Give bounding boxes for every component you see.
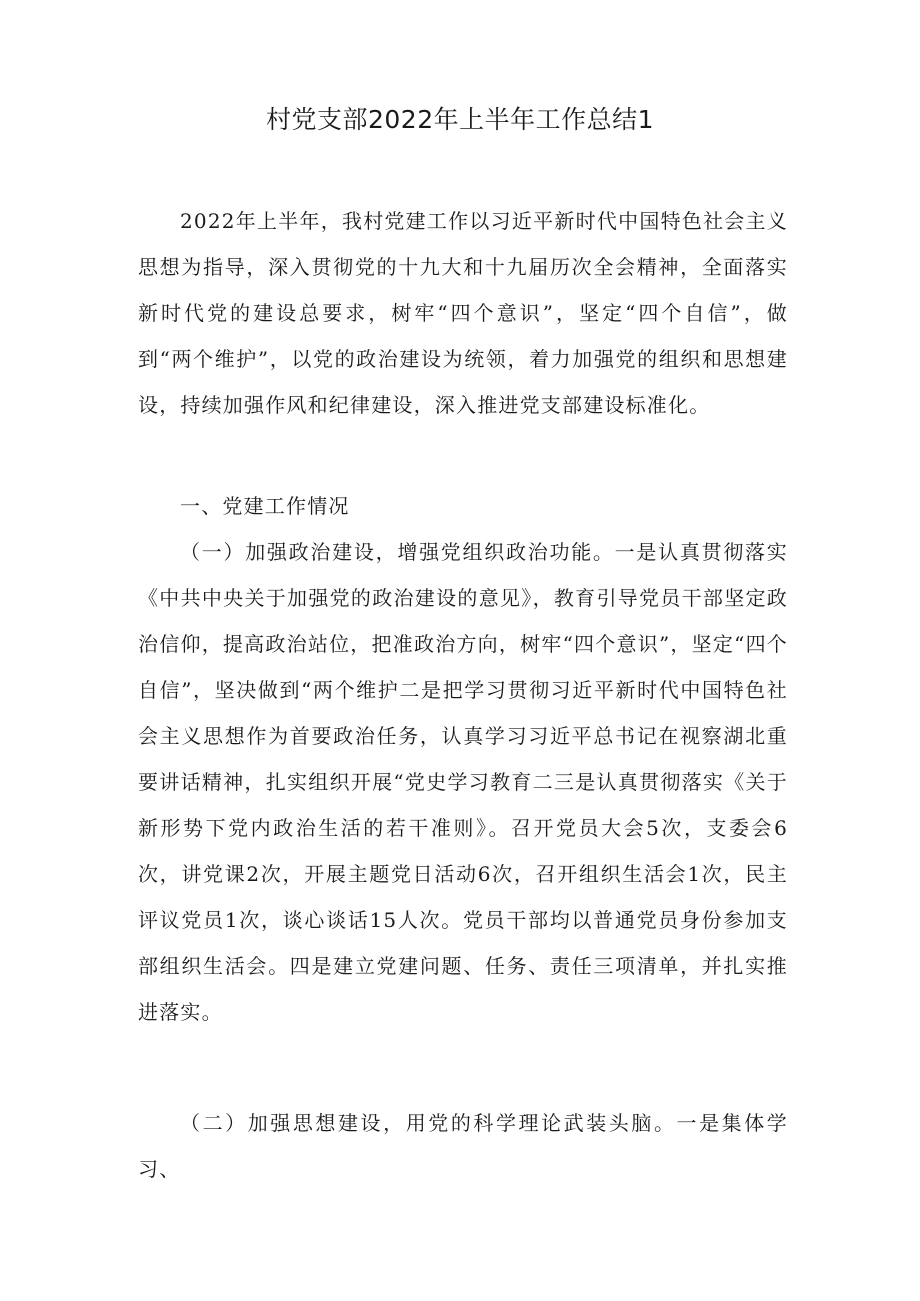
intro-paragraph: 2022年上半年，我村党建工作以习近平新时代中国特色社会主义思想为指导，深入贯彻党的十九大和十九届历次全会精神，全面落实新时代党的建设总要求，树牢“四个意识”，坚定“四个自信”，做到“两个维护”，以党的政治建设为统领，着力加强党的组织和思想建设，持续加强作风和纪律建设，深入推进党支部建设标准化。 (138, 209, 788, 417)
section-1-subsection-2-block (138, 1100, 788, 1192)
section-1-heading: 一、党建工作情况 (180, 494, 350, 518)
document-title: 村党支部2022年上半年工作总结1 (265, 105, 655, 134)
section-1-paragraph-2: （二）加强思想建设，用党的科学理论武装头脑。一是集体学习、 (138, 1111, 788, 1181)
section-1-paragraph-1: （一）加强政治建设，增强党组织政治功能。一是认真贯彻落实《中共中央关于加强党的政治建设的意见》，教育引导党员干部坚定政治信仰，提高政治站位，把准政治方向，树牢“四个意识”，坚定“四个自信”，坚决做到“两个维护二是把学习贯彻习近平新时代中国特色社会主义思想作为首要政治任务，认真学习习近平总书记在视察湖北重要讲话精神，扎实组织开展“党史学习教育二三是认真贯彻落实《关于新形势下党内政治生活的若干准则》。召开党员大会5次，支委会6次，讲党课2次，开展主题党日活动6次，召开组织生活会1次，民主评议党员1次，谈心谈话15人次。党员干部均以普通党员身份参加支部组织生活会。四是建立党建问题、任务、责任三项清单，并扎实推进落实。 (138, 540, 788, 1024)
intro-block (138, 198, 788, 428)
section-1-block (138, 483, 788, 1035)
